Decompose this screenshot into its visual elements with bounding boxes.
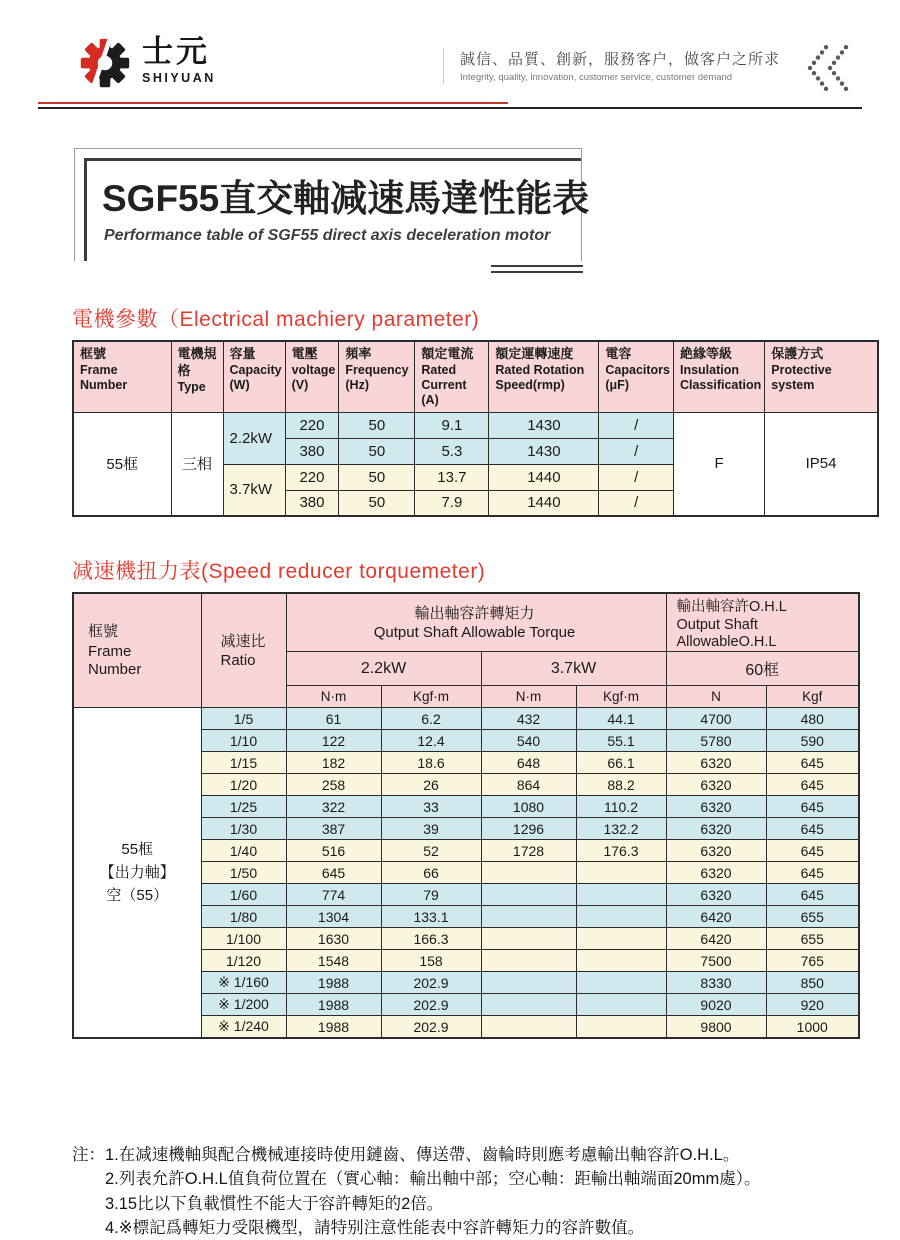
capacitor-cell: / (599, 438, 674, 464)
ratio-cell: ※ 1/160 (201, 972, 286, 994)
nm-3-7kw-cell: 1296 (481, 818, 576, 840)
col-header-rated-speed-en: Rated Rotation Speed(rmp) (495, 362, 585, 393)
col-group-allowable-torque (286, 593, 666, 652)
col-header-voltage-en: voltage (V) (291, 362, 336, 393)
kgfm-2-2kw-cell: 39 (381, 818, 481, 840)
title-inner-frame (84, 158, 590, 261)
kgfm-2-2kw-cell: 79 (381, 884, 481, 906)
nm-2-2kw-cell: 1548 (286, 950, 381, 972)
nm-3-7kw-cell (481, 1016, 576, 1038)
nm-2-2kw-cell: 387 (286, 818, 381, 840)
voltage-cell: 380 (285, 490, 339, 516)
capacitor-cell: / (599, 490, 674, 516)
nm-3-7kw-cell: 1728 (481, 840, 576, 862)
motor-parameters-table (72, 340, 879, 517)
ohl-kgf-cell: 655 (766, 928, 859, 950)
nm-2-2kw-cell: 1988 (286, 1016, 381, 1038)
page-title: SGF55直交軸减速馬達性能表 (102, 178, 590, 219)
ohl-line-2: Output Shaft (676, 616, 758, 633)
frequency-cell: 50 (339, 490, 415, 516)
nm-3-7kw-cell (481, 928, 576, 950)
gear-logo-icon (74, 34, 136, 94)
ohl-kgf-cell: 480 (766, 708, 859, 730)
col-header-type (171, 341, 223, 412)
nm-3-7kw-cell (481, 906, 576, 928)
page-subtitle: Performance table of SGF55 direct axis deceleration motor (104, 227, 551, 244)
kgfm-3-7kw-cell: 176.3 (576, 840, 666, 862)
frame-header-en: Frame Number (88, 642, 142, 679)
ohl-n-cell: 7500 (666, 950, 766, 972)
voltage-cell: 380 (285, 438, 339, 464)
black-rule-line (38, 107, 862, 109)
kgfm-3-7kw-cell (576, 884, 666, 906)
ratio-header-en: Ratio (220, 651, 256, 669)
notes-list (105, 1143, 760, 1240)
kgfm-2-2kw-cell: 12.4 (381, 730, 481, 752)
col-header-capacitors-cn: 電容 (605, 346, 632, 361)
ohl-n-cell: 6320 (666, 796, 766, 818)
kgfm-2-2kw-cell: 166.3 (381, 928, 481, 950)
ohl-kgf-cell: 590 (766, 730, 859, 752)
col-header-rated-current-cn: 額定電流 (421, 346, 474, 361)
col-header-frame-cn: 框號 (80, 346, 107, 361)
slogan-cn: 誠信、品質、創新，服務客户，做客户之所求 (459, 51, 780, 68)
kgfm-3-7kw-cell (576, 1016, 666, 1038)
rated-current-cell: 9.1 (415, 412, 489, 438)
kgfm-2-2kw-cell: 202.9 (381, 972, 481, 994)
col-group-2-2kw: 2.2kW (286, 652, 481, 686)
col-header-type-cn: 電機規格 (177, 346, 217, 378)
ohl-n-cell: 9020 (666, 994, 766, 1016)
frame-label-line: 【出力軸】 (99, 863, 175, 881)
ratio-cell: 1/100 (201, 928, 286, 950)
col-header-frame (73, 341, 171, 412)
col-header-frame-en: Frame Number (80, 362, 128, 393)
unit-header-nm-2: N·m (481, 686, 576, 708)
ohl-kgf-cell: 655 (766, 906, 859, 928)
torque-table-row (73, 708, 859, 730)
title-block (74, 148, 590, 261)
kgfm-3-7kw-cell (576, 906, 666, 928)
kgfm-2-2kw-cell: 52 (381, 840, 481, 862)
kgfm-2-2kw-cell: 202.9 (381, 994, 481, 1016)
col-header-rated-speed-cn: 額定運轉速度 (495, 346, 574, 361)
kgfm-2-2kw-cell: 66 (381, 862, 481, 884)
rated-current-cell: 5.3 (415, 438, 489, 464)
kgfm-3-7kw-cell (576, 994, 666, 1016)
nm-2-2kw-cell: 61 (286, 708, 381, 730)
col-header-frequency-cn: 頻率 (345, 346, 372, 361)
logo-text (142, 34, 216, 85)
nm-3-7kw-cell (481, 950, 576, 972)
nm-3-7kw-cell (481, 884, 576, 906)
capacitor-cell: / (599, 464, 674, 490)
torque-group-en: Qutput Shaft Allowable Torque (373, 623, 576, 641)
nm-2-2kw-cell: 1630 (286, 928, 381, 950)
frame-label-cell (73, 708, 201, 1038)
frame-header-cn: 框號 (88, 623, 119, 641)
ohl-n-cell: 6320 (666, 752, 766, 774)
kgfm-3-7kw-cell: 88.2 (576, 774, 666, 796)
col-header-protective-cn: 保護方式 (771, 346, 824, 361)
kgfm-2-2kw-cell: 133.1 (381, 906, 481, 928)
frequency-cell: 50 (339, 464, 415, 490)
protective-cell: IP54 (765, 412, 878, 516)
notes-prefix: 注： (72, 1145, 105, 1164)
kgfm-3-7kw-cell: 55.1 (576, 730, 666, 752)
rated-current-cell: 7.9 (415, 490, 489, 516)
col-header-insulation-cn: 絶緣等級 (679, 346, 732, 361)
nm-2-2kw-cell: 322 (286, 796, 381, 818)
nm-3-7kw-cell (481, 972, 576, 994)
capacity-cell: 3.7kW (223, 464, 285, 516)
note-item: 2.列表允許O.H.L值負荷位置在（實心軸：輸出軸中部；空心軸：距輸出軸端面20mm處）。 (105, 1170, 761, 1189)
ohl-n-cell: 6320 (666, 818, 766, 840)
ohl-n-cell: 6420 (666, 928, 766, 950)
unit-header-kgfm-2: Kgf·m (576, 686, 666, 708)
red-rule-line (38, 102, 508, 104)
kgfm-3-7kw-cell: 66.1 (576, 752, 666, 774)
ohl-line-1: 輸出軸容許O.H.L (676, 599, 787, 616)
ohl-n-cell: 6320 (666, 884, 766, 906)
ohl-n-cell: 6320 (666, 774, 766, 796)
col-header-frequency (339, 341, 415, 412)
col-header-rated-current-en: Rated Current (A) (421, 362, 467, 408)
torque-section-heading: 减速機扭力表(Speed reducer torquemeter) (72, 560, 486, 584)
ratio-cell: 1/15 (201, 752, 286, 774)
col-header-ratio (201, 593, 286, 708)
insulation-cell: F (673, 412, 764, 516)
nm-2-2kw-cell: 182 (286, 752, 381, 774)
logo (74, 34, 216, 94)
col-header-insulation-en: Insulation Classification (679, 362, 762, 393)
ratio-cell: 1/30 (201, 818, 286, 840)
ohl-kgf-cell: 1000 (766, 1016, 859, 1038)
nm-3-7kw-cell: 540 (481, 730, 576, 752)
torque-header-row-1 (73, 593, 859, 652)
ohl-n-cell: 6320 (666, 862, 766, 884)
kgfm-2-2kw-cell: 26 (381, 774, 481, 796)
col-header-type-en: Type (177, 379, 206, 394)
ratio-cell: 1/80 (201, 906, 286, 928)
note-item: 1.在减速機軸與配合機械連接時使用鏈齒、傳送帶、齒輪時則應考慮輸出軸容許O.H.L。 (105, 1145, 740, 1164)
col-group-3-7kw: 3.7kW (481, 652, 666, 686)
ohl-line-3: AllowableO.H.L (676, 633, 777, 650)
frame-label-line: 55框 (121, 840, 154, 858)
header-rule (38, 102, 862, 110)
company-slogan (443, 48, 780, 83)
rated-speed-cell: 1430 (489, 412, 599, 438)
ratio-cell: 1/120 (201, 950, 286, 972)
ratio-cell: 1/50 (201, 862, 286, 884)
nm-3-7kw-cell: 648 (481, 752, 576, 774)
ratio-cell: 1/25 (201, 796, 286, 818)
kgfm-3-7kw-cell (576, 972, 666, 994)
nm-2-2kw-cell: 645 (286, 862, 381, 884)
ratio-header-cn: 减速比 (220, 632, 266, 650)
note-item: 3.15比以下負載慣性不能大于容許轉矩的2倍。 (105, 1194, 444, 1213)
ratio-cell: 1/5 (201, 708, 286, 730)
motor-type-cell: 三相 (171, 412, 223, 516)
unit-header-kgfm-1: Kgf·m (381, 686, 481, 708)
ratio-cell: 1/60 (201, 884, 286, 906)
ohl-n-cell: 6320 (666, 840, 766, 862)
nm-2-2kw-cell: 1304 (286, 906, 381, 928)
footnotes (72, 1143, 860, 1240)
rated-speed-cell: 1430 (489, 438, 599, 464)
capacitor-cell: / (599, 412, 674, 438)
nm-2-2kw-cell: 122 (286, 730, 381, 752)
frame-number-cell: 55框 (73, 412, 171, 516)
logo-name-en: SHIYUAN (142, 71, 216, 85)
kgfm-3-7kw-cell (576, 862, 666, 884)
nm-2-2kw-cell: 774 (286, 884, 381, 906)
ohl-n-cell: 5780 (666, 730, 766, 752)
ohl-n-cell: 9800 (666, 1016, 766, 1038)
nm-3-7kw-cell: 1080 (481, 796, 576, 818)
voltage-cell: 220 (285, 464, 339, 490)
col-header-capacity-cn: 容量 (229, 346, 256, 361)
kgfm-2-2kw-cell: 202.9 (381, 1016, 481, 1038)
col-header-rated-current (415, 341, 489, 412)
rated-speed-cell: 1440 (489, 490, 599, 516)
nm-2-2kw-cell: 516 (286, 840, 381, 862)
col-header-protective (765, 341, 878, 412)
col-header-capacity-en: Capacity (W) (229, 362, 282, 393)
unit-header-n: N (666, 686, 766, 708)
ohl-kgf-cell: 645 (766, 796, 859, 818)
motor-table-header-row (73, 341, 878, 412)
ratio-cell: 1/40 (201, 840, 286, 862)
col-group-allowable-ohl (666, 593, 859, 652)
col-header-frequency-en: Frequency (Hz) (345, 362, 409, 393)
col-header-insulation (673, 341, 764, 412)
torque-group-cn: 輸出軸容許轉矩力 (414, 604, 535, 622)
ohl-kgf-cell: 850 (766, 972, 859, 994)
ohl-kgf-cell: 645 (766, 840, 859, 862)
ratio-cell: ※ 1/240 (201, 1016, 286, 1038)
ohl-kgf-cell: 645 (766, 818, 859, 840)
frame-label-line: 空（55） (106, 887, 169, 905)
ohl-kgf-cell: 765 (766, 950, 859, 972)
torque-table (72, 592, 860, 1039)
col-header-capacitors (599, 341, 674, 412)
kgfm-3-7kw-cell: 132.2 (576, 818, 666, 840)
col-header-voltage (285, 341, 339, 412)
nm-3-7kw-cell (481, 994, 576, 1016)
col-header-voltage-cn: 電壓 (291, 346, 318, 361)
kgfm-2-2kw-cell: 6.2 (381, 708, 481, 730)
kgfm-3-7kw-cell: 110.2 (576, 796, 666, 818)
ohl-n-cell: 4700 (666, 708, 766, 730)
ohl-n-cell: 8330 (666, 972, 766, 994)
nm-2-2kw-cell: 1988 (286, 972, 381, 994)
ohl-kgf-cell: 645 (766, 884, 859, 906)
ratio-cell: 1/10 (201, 730, 286, 752)
kgfm-3-7kw-cell (576, 950, 666, 972)
col-header-rated-speed (489, 341, 599, 412)
kgfm-3-7kw-cell: 44.1 (576, 708, 666, 730)
nm-2-2kw-cell: 258 (286, 774, 381, 796)
slogan-en: Integrity, quality, innovation, customer service, customer demand (459, 72, 733, 83)
col-header-protective-en: Protective system (771, 362, 832, 393)
col-header-capacitors-en: Capacitors (μF) (605, 362, 670, 393)
nm-3-7kw-cell (481, 862, 576, 884)
rated-current-cell: 13.7 (415, 464, 489, 490)
rated-speed-cell: 1440 (489, 464, 599, 490)
ohl-kgf-cell: 645 (766, 774, 859, 796)
capacity-cell: 2.2kW (223, 412, 285, 464)
ratio-cell: ※ 1/200 (201, 994, 286, 1016)
logo-name-cn: 士元 (142, 34, 210, 69)
kgfm-3-7kw-cell (576, 928, 666, 950)
page-header (0, 0, 900, 94)
nm-2-2kw-cell: 1988 (286, 994, 381, 1016)
kgfm-2-2kw-cell: 33 (381, 796, 481, 818)
frequency-cell: 50 (339, 412, 415, 438)
ohl-n-cell: 6420 (666, 906, 766, 928)
unit-header-kgf: Kgf (766, 686, 859, 708)
col-group-60-frame: 60框 (666, 652, 859, 686)
frequency-cell: 50 (339, 438, 415, 464)
nm-3-7kw-cell: 864 (481, 774, 576, 796)
motor-section-heading: 電機參數（Electrical machiery parameter) (72, 308, 480, 331)
ohl-kgf-cell: 645 (766, 862, 859, 884)
kgfm-2-2kw-cell: 18.6 (381, 752, 481, 774)
ohl-kgf-cell: 645 (766, 752, 859, 774)
ratio-cell: 1/20 (201, 774, 286, 796)
note-item: 4.※標記爲轉矩力受限機型，請特别注意性能表中容許轉矩力的容許數值。 (105, 1219, 645, 1238)
kgfm-2-2kw-cell: 158 (381, 950, 481, 972)
dotted-chevrons-decoration (804, 44, 860, 92)
nm-3-7kw-cell: 432 (481, 708, 576, 730)
col-header-capacity (223, 341, 285, 412)
voltage-cell: 220 (285, 412, 339, 438)
motor-table-row (73, 412, 878, 438)
ohl-kgf-cell: 920 (766, 994, 859, 1016)
unit-header-nm-1: N·m (286, 686, 381, 708)
col-header-frame-number (73, 593, 201, 708)
